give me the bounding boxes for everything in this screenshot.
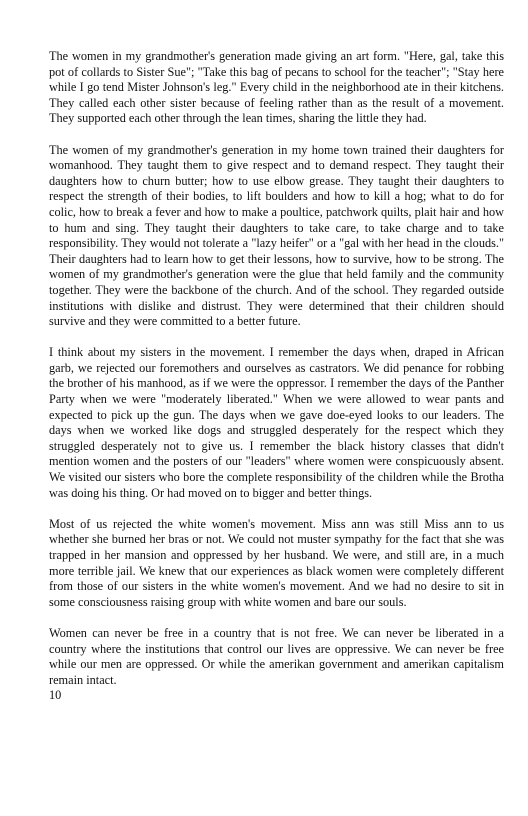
paragraph-grandmother-giving: The women in my grandmother's generation made giving an art form. "Here, gal, take this pot of collards to Sister Sue"; "Take this bag of pecans to school for the teacher"; "Stay here while I go tend Mister Johnson's leg." Every child in the neighborhood ate in their kitchens. They called each other sister because of feeling rather than as the result of a movement. They supported each other through the lean times, sharing the little they had. — [49, 49, 504, 126]
document-page — [49, 49, 504, 704]
paragraph-sisters-in-movement: I think about my sisters in the movement. I remember the days when, draped in African garb, we rejected our foremothers and ourselves as castrators. We did penance for robbing the brother of his manhood, as if we were the oppressor. I remember the days of the Panther Party when we were "moderately liberated." When we were allowed to wear pants and expected to pick up the gun. The days when we gave doe-eyed looks to our leaders. The days when we worked like dogs and struggled desperately for the respect which they struggled desperately not to give us. I remember the black history classes that didn't mention women and the posters of our "leaders" where women were conspicuously absent. We visited our sisters who bore the complete responsibility of the children while the Brotha was doing his thing. Or had moved on to bigger and better things. — [49, 345, 504, 500]
paragraph-freedom: Women can never be free in a country that is not free. We can never be liberated in a country where the institutions that control our lives are oppressive. We can never be free while our men are oppressed. Or while the amerikan government and amerikan capitalism remain intact. — [49, 625, 504, 687]
paragraph-training-daughters: The women of my grandmother's generation in my home town trained their daughters for womanhood. They taught them to give respect and to demand respect. They taught their daughters how to churn butter; how to use elbow grease. They taught their daughters to respect the strength of their bodies, to lift boulders and how to kill a hog; what to do for colic, how to break a fever and how to make a poultice, patchwork quilts, plait hair and how to hum and sing. They taught their daughters to take care, to take charge and to take responsibility. They would not tolerate a "lazy heifer" or a "gal with her head in the clouds." Their daughters had to learn how to get their lessons, how to survive, how to be strong. The women of my grandmother's generation were the glue that held family and the community together. They were the backbone of the church. And of the school. They regarded outside institutions with dislike and distrust. They were determined that their children should survive and they were committed to a better future. — [49, 142, 504, 329]
paragraph-white-womens-movement: Most of us rejected the white women's movement. Miss ann was still Miss ann to us whether she burned her bras or not. We could not muster sympathy for the fact that she was trapped in her mansion and oppressed by her husband. We were, and still are, in a much more terrible jail. We knew that our experiences as black women were completely different from those of our sisters in the white women's movement. And we had no desire to sit in some consciousness raising group with white women and bare our souls. — [49, 516, 504, 609]
page-number: 10 — [49, 688, 62, 703]
